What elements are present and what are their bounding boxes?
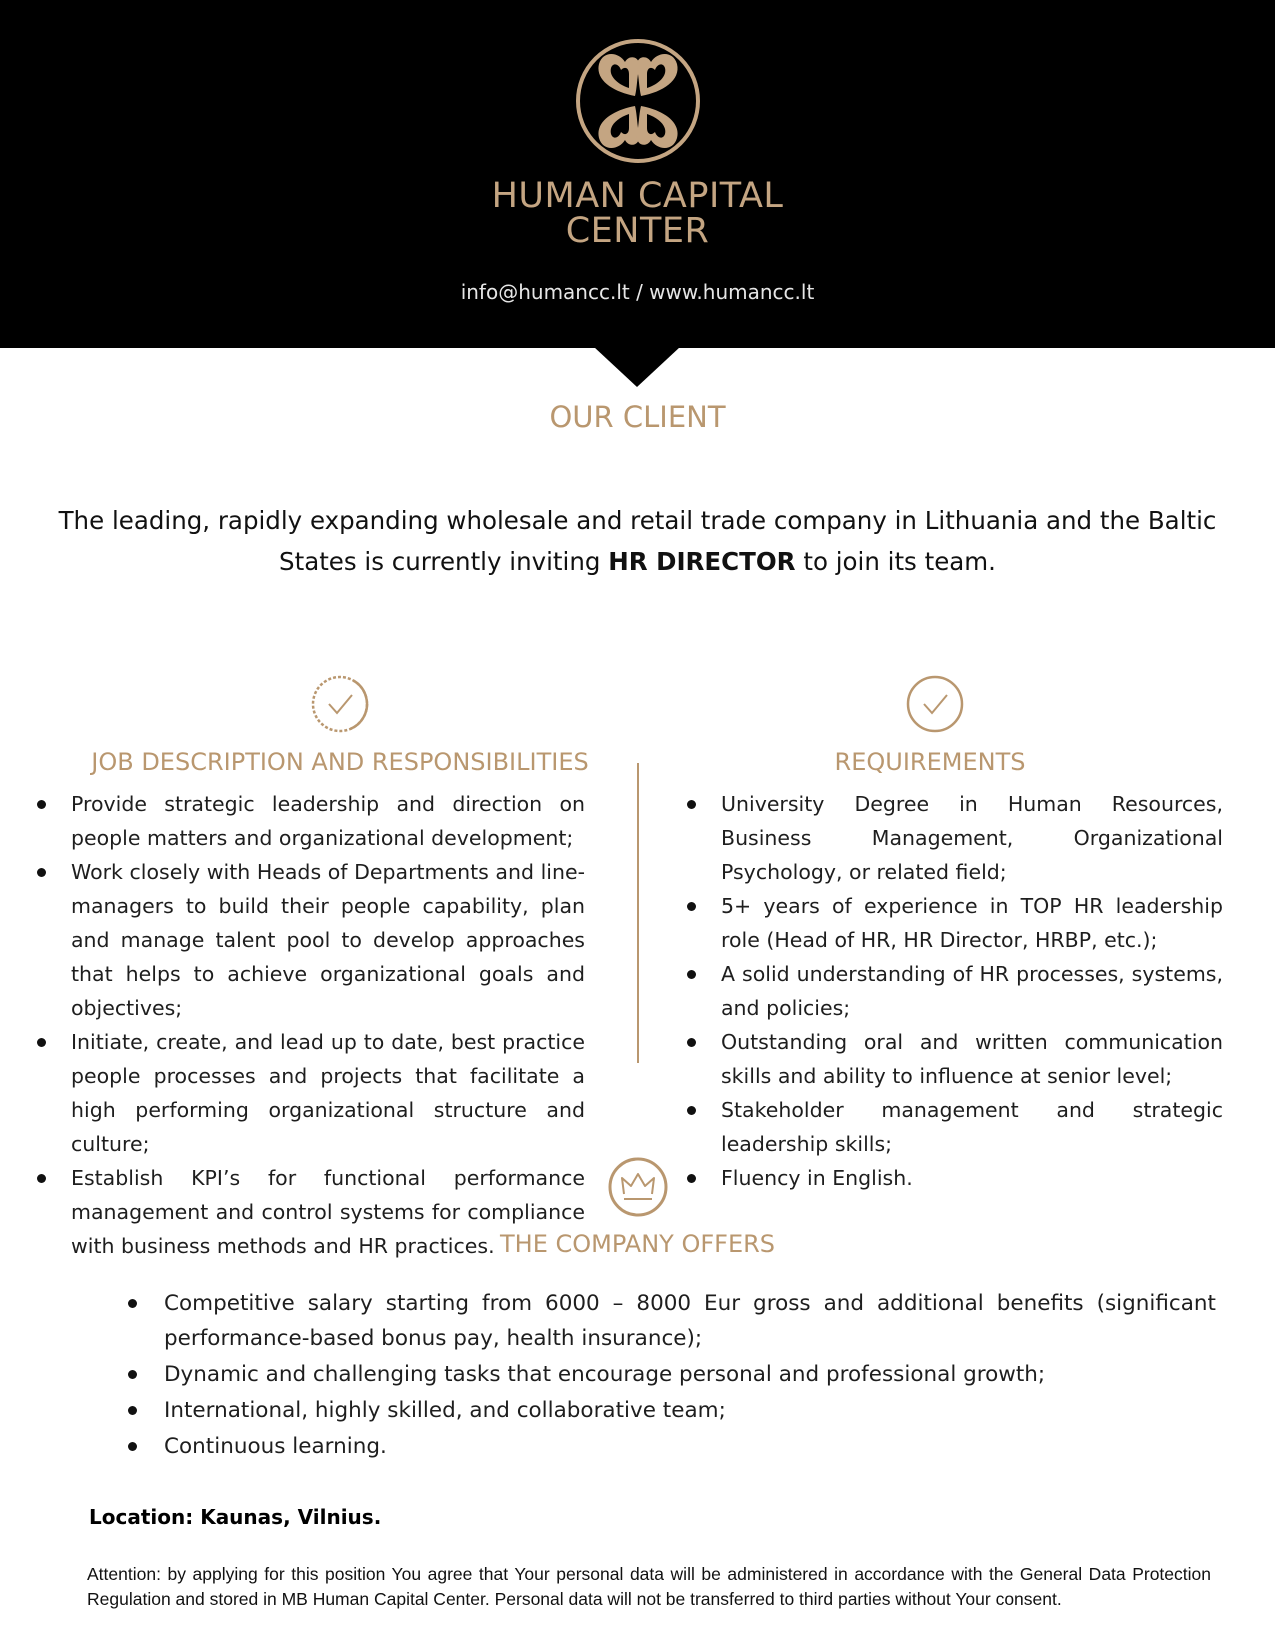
list-item: Work closely with Heads of Departments and line-managers to build their people capability, plan and manage talent pool to develop approaches that helps to achieve organizational goals and objectives; [71, 855, 585, 1025]
intro-text-start: The leading, rapidly expanding wholesale and retail trade company in Lithuania and the Baltic States is currently inviting [58, 506, 1217, 576]
requirements-list [721, 787, 1223, 1195]
check-circle-icon [310, 674, 370, 734]
job-description-title: JOB DESCRIPTION AND RESPONSIBILITIES [91, 748, 589, 776]
privacy-notice: Attention: by applying for this position You agree that Your personal data will be administered in accordance with the General Data Protection Regulation and stored in MB Human Capital Center. Personal data will not be transferred to third parties without Your consent. [87, 1564, 1211, 1609]
intro-text-end: to join its team. [795, 547, 996, 576]
list-item: 5+ years of experience in TOP HR leadership role (Head of HR, HR Director, HRBP, etc.); [721, 889, 1223, 957]
client-intro [25, 500, 1250, 582]
header-pointer [594, 347, 680, 389]
list-item: Dynamic and challenging tasks that encourage personal and professional growth; [164, 1357, 1216, 1392]
list-item: International, highly skilled, and collaborative team; [164, 1393, 1216, 1428]
header-banner [0, 0, 1275, 348]
column-divider [637, 763, 639, 1063]
clover-logo-icon [573, 36, 703, 166]
brand-name-line2: CENTER [565, 211, 710, 251]
job-description-list [71, 787, 585, 1263]
check-circle-icon [905, 674, 965, 734]
offers-list [164, 1286, 1216, 1465]
list-item: Provide strategic leadership and direction on people matters and organizational development; [71, 787, 585, 855]
list-item: A solid understanding of HR processes, systems, and policies; [721, 957, 1223, 1025]
list-item: Stakeholder management and strategic leadership skills; [721, 1093, 1223, 1161]
contact-info: info@humancc.lt / www.humancc.lt [460, 280, 815, 304]
intro-position: HR DIRECTOR [608, 547, 796, 576]
offers-title: THE COMPANY OFFERS [499, 1230, 776, 1258]
list-item: Competitive salary starting from 6000 – 8000 Eur gross and additional benefits (significant performance-based bonus pay, health insurance); [164, 1286, 1216, 1356]
list-item: Outstanding oral and written communication skills and ability to influence at senior level; [721, 1025, 1223, 1093]
list-item: Initiate, create, and lead up to date, best practice people processes and projects that facilitate a high performing organizational structure and culture; [71, 1025, 585, 1161]
list-item: University Degree in Human Resources, Business Management, Organizational Psychology, or related field; [721, 787, 1223, 889]
list-item: Establish KPI’s for functional performance management and control systems for compliance with business methods and HR practices. [71, 1161, 585, 1263]
requirements-title: REQUIREMENTS [834, 748, 1026, 776]
list-item: Continuous learning. [164, 1429, 1216, 1464]
client-section-title: OUR CLIENT [549, 400, 726, 434]
crown-icon [607, 1156, 669, 1218]
brand-name-line1: HUMAN CAPITAL [491, 176, 784, 216]
list-item: Fluency in English. [721, 1161, 1223, 1195]
location: Location: Kaunas, Vilnius. [89, 1505, 382, 1529]
